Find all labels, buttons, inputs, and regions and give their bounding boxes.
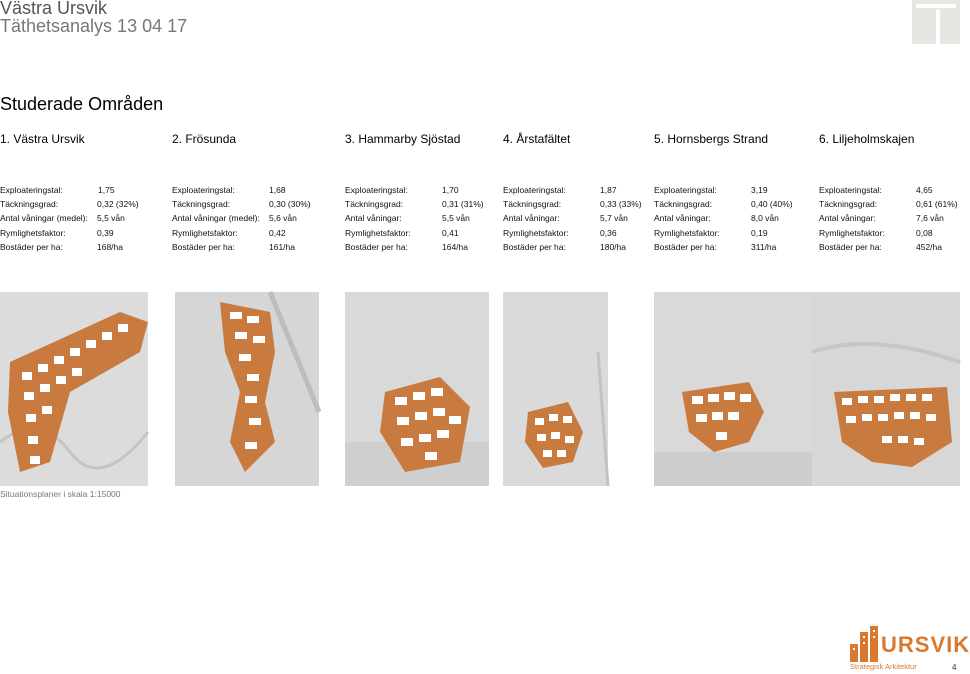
stat-row (172, 183, 322, 197)
stat-label: Täckningsgrad: (819, 199, 878, 210)
logo-tagline: Strategisk Arkitektur (850, 662, 917, 671)
stat-value: 5,5 vån (442, 213, 470, 224)
stat-label: Bostäder per ha: (503, 241, 566, 252)
ursvik-logo (848, 622, 970, 674)
stat-value: 3,19 (751, 185, 768, 195)
area-name-4: 4. Årstafältet (503, 132, 571, 146)
stat-row (172, 197, 322, 211)
stat-label: Antal våningar: (654, 213, 711, 224)
stat-value: 0,42 (269, 227, 286, 238)
stat-label: Rymlighetsfaktor: (172, 227, 238, 238)
stats-block-5 (654, 183, 804, 254)
stats-block-4 (503, 183, 653, 254)
stat-value: 0,61 (61%) (916, 199, 958, 210)
stat-row (654, 183, 804, 197)
stat-value: 0,41 (442, 227, 459, 238)
page-number: 4 (952, 663, 957, 672)
stat-label: Bostäder per ha: (172, 241, 235, 252)
stat-value: 8,0 vån (751, 213, 779, 224)
stat-value: 0,19 (751, 227, 768, 238)
corner-logo-mark (912, 0, 960, 44)
site-plan-5 (654, 292, 814, 486)
stat-row (345, 226, 495, 240)
site-plan-4 (503, 292, 608, 486)
stat-value: 452/ha (916, 241, 942, 252)
stat-label: Rymlighetsfaktor: (503, 227, 569, 238)
stat-row (0, 226, 150, 240)
stat-label: Rymlighetsfaktor: (654, 227, 720, 238)
header-subtitle: Täthetsanalys 13 04 17 (0, 16, 188, 36)
stat-row (345, 197, 495, 211)
stat-label: Exploateringstal: (0, 185, 63, 195)
stat-value: 1,70 (442, 185, 459, 195)
stat-label: Täckningsgrad: (0, 199, 59, 210)
stat-value: 161/ha (269, 241, 295, 252)
stat-row (654, 240, 804, 254)
stat-value: 0,08 (916, 227, 933, 238)
stat-row (819, 240, 969, 254)
stat-row (0, 211, 150, 225)
logo-wordmark: URSVIK (881, 632, 970, 657)
stat-row (0, 240, 150, 254)
stat-value: 0,31 (31%) (442, 199, 484, 210)
stat-value: 164/ha (442, 241, 468, 252)
stat-row (345, 240, 495, 254)
stat-label: Bostäder per ha: (0, 241, 63, 252)
stat-value: 5,6 vån (269, 213, 297, 224)
stat-label: Täckningsgrad: (172, 199, 231, 210)
stat-value: 168/ha (97, 241, 123, 252)
stat-row (654, 211, 804, 225)
area-name-1: 1. Västra Ursvik (0, 132, 85, 146)
stats-block-1 (0, 183, 150, 254)
stat-label: Antal våningar: (503, 213, 560, 224)
stats-block-6 (819, 183, 969, 254)
area-name-5: 5. Hornsbergs Strand (654, 132, 769, 146)
stat-label: Antal våningar: (345, 213, 402, 224)
stat-row (0, 183, 150, 197)
stat-label: Exploateringstal: (172, 185, 235, 195)
site-plan-3 (345, 292, 489, 486)
stat-row (819, 197, 969, 211)
stat-value: 1,68 (269, 185, 286, 195)
stat-row (654, 197, 804, 211)
header-title: Västra Ursvik (0, 0, 108, 18)
stat-label: Antal våningar (medel): (0, 213, 88, 224)
stat-label: Bostäder per ha: (345, 241, 408, 252)
stat-label: Antal våningar: (819, 213, 876, 224)
stat-value: 4,65 (916, 185, 933, 195)
stat-label: Täckningsgrad: (503, 199, 562, 210)
stat-label: Exploateringstal: (345, 185, 408, 195)
stat-value: 1,75 (98, 185, 115, 195)
stat-value: 0,33 (33%) (600, 199, 642, 210)
stat-row (0, 197, 150, 211)
stat-value: 0,39 (97, 227, 114, 238)
building-logo-icon (848, 622, 882, 662)
area-name-2: 2. Frösunda (172, 132, 237, 146)
stat-row (503, 211, 653, 225)
stat-value: 0,40 (40%) (751, 199, 793, 210)
site-plan-2 (175, 292, 319, 486)
stat-value: 7,6 vån (916, 213, 944, 224)
stat-row (503, 240, 653, 254)
stat-label: Bostäder per ha: (819, 241, 882, 252)
stat-label: Exploateringstal: (503, 185, 566, 195)
stats-block-2 (172, 183, 322, 254)
stat-row (654, 226, 804, 240)
stat-row (819, 211, 969, 225)
stat-label: Exploateringstal: (654, 185, 717, 195)
stat-value: 0,32 (32%) (97, 199, 139, 210)
stat-label: Täckningsgrad: (345, 199, 404, 210)
stat-value: 180/ha (600, 241, 626, 252)
stat-label: Exploateringstal: (819, 185, 882, 195)
stat-value: 0,30 (30%) (269, 199, 311, 210)
stat-label: Rymlighetsfaktor: (0, 227, 66, 238)
stat-value: 0,36 (600, 227, 617, 238)
stat-value: 5,7 vån (600, 213, 628, 224)
site-plan-1 (0, 292, 148, 486)
stat-row (503, 183, 653, 197)
stat-row (819, 183, 969, 197)
stat-row (503, 226, 653, 240)
stat-row (819, 226, 969, 240)
area-name-6: 6. Liljeholmskajen (819, 132, 915, 146)
area-name-3: 3. Hammarby Sjöstad (345, 132, 461, 146)
stat-row (172, 211, 322, 225)
section-title: Studerade Områden (0, 94, 164, 114)
stat-row (172, 226, 322, 240)
stat-value: 5,5 vån (97, 213, 125, 224)
site-plan-6 (812, 292, 960, 486)
stat-label: Bostäder per ha: (654, 241, 717, 252)
stat-value: 311/ha (751, 241, 777, 252)
stat-value: 1,87 (600, 185, 617, 195)
stat-row (345, 211, 495, 225)
stat-label: Antal våningar (medel): (172, 213, 260, 224)
stats-block-3 (345, 183, 495, 254)
stat-row (503, 197, 653, 211)
stat-label: Täckningsgrad: (654, 199, 713, 210)
stat-label: Rymlighetsfaktor: (345, 227, 411, 238)
stat-row (172, 240, 322, 254)
stat-label: Rymlighetsfaktor: (819, 227, 885, 238)
stat-row (345, 183, 495, 197)
scale-footnote: Situationsplaner i skala 1:15000 (0, 489, 121, 499)
